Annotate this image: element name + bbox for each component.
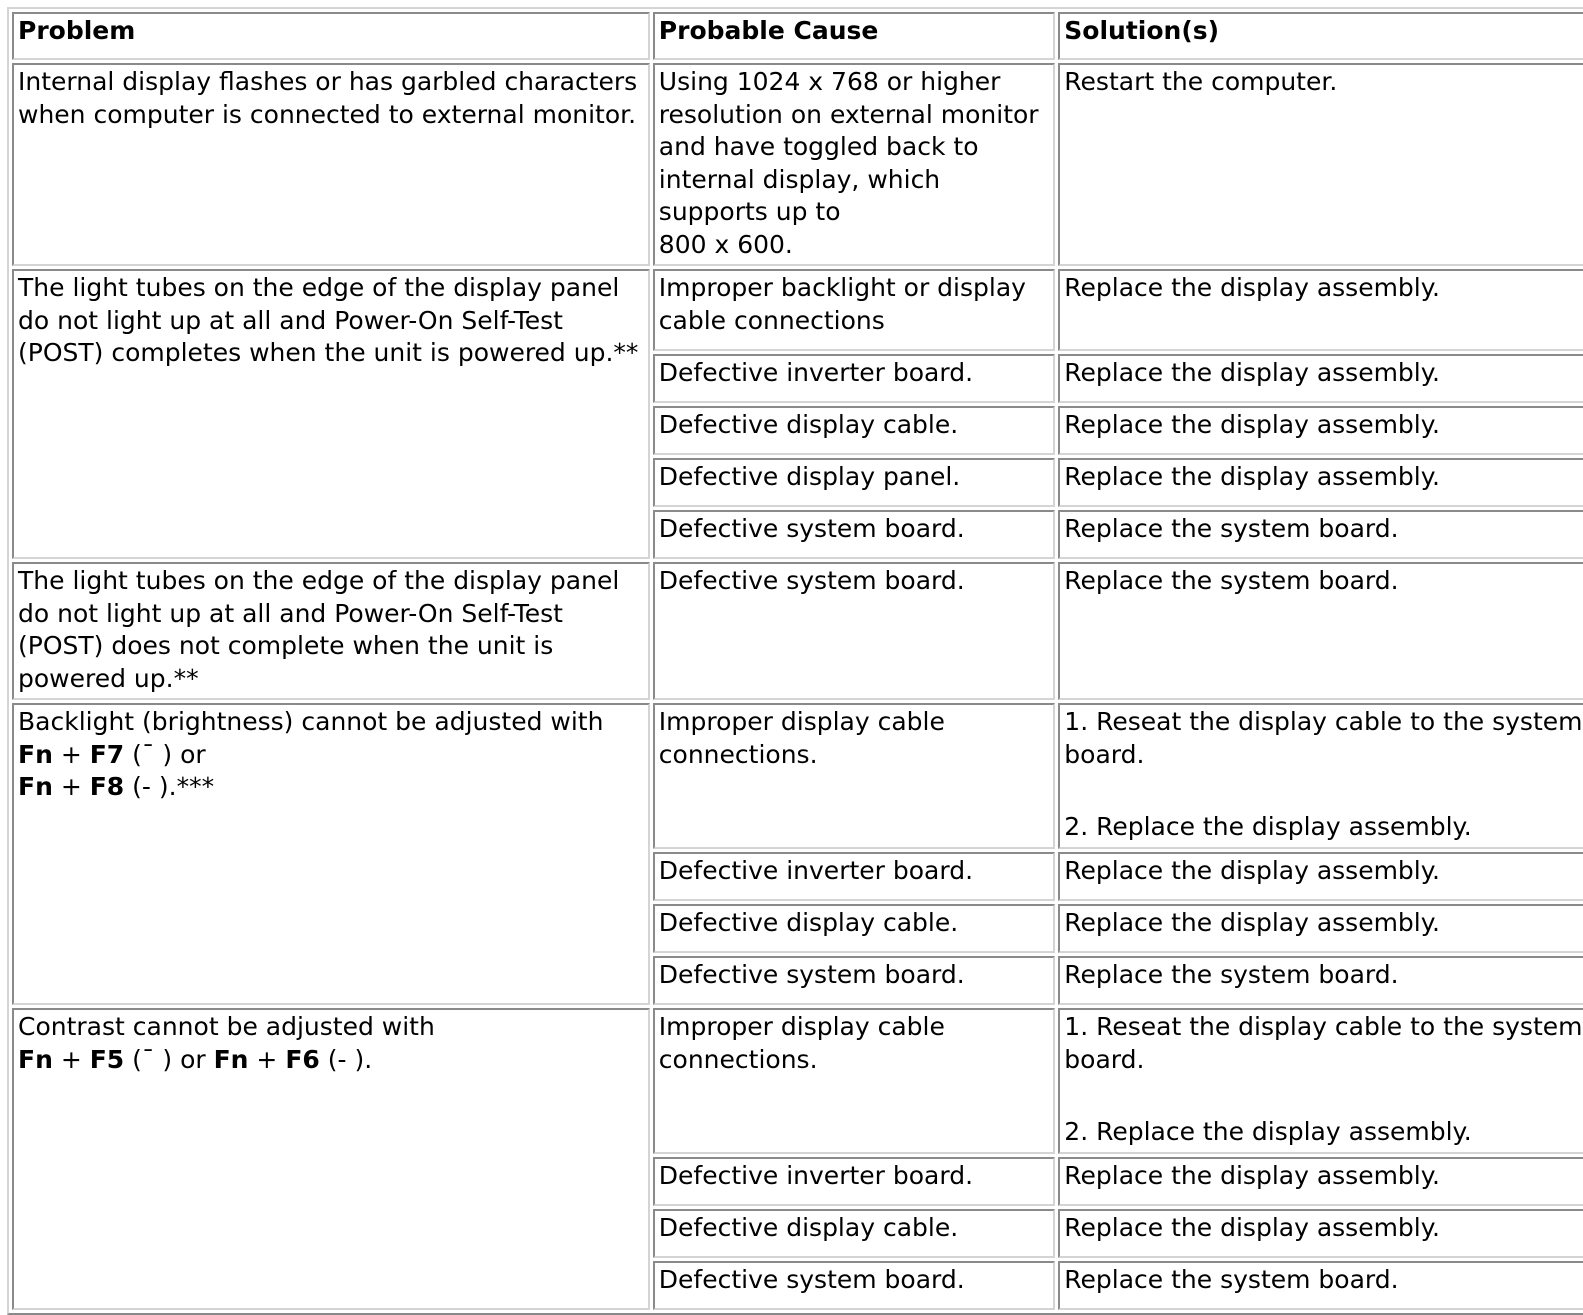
arrow-text: (¯ ) or [124, 739, 206, 769]
troubleshooting-table [7, 7, 1583, 1315]
solution-cell: Replace the display assembly. [1058, 458, 1583, 507]
troubleshooting-table-container [7, 7, 1583, 1315]
table-row [12, 703, 1583, 849]
cause-cell: Defective system board. [653, 956, 1056, 1005]
problem-cell: The light tubes on the edge of the display panel do not light up at all and Power-On Self-Test (POST) does not complete when the unit is powered up.** [12, 562, 650, 700]
table-row [12, 1008, 1583, 1154]
plus-sign: + [52, 772, 90, 801]
key-fn: Fn [18, 772, 53, 801]
cause-cell: Defective display cable. [653, 1209, 1056, 1258]
cause-text-resolution: 800 x 600. [658, 229, 793, 259]
solution-step-1: 1. Reseat the display cable to the system board. [1064, 707, 1583, 769]
header-solutions: Solution(s) [1058, 12, 1583, 60]
cause-cell: Defective inverter board. [653, 354, 1056, 403]
cause-cell: Improper backlight or display cable connections [653, 269, 1056, 351]
cause-text: Using 1024 x 768 or higher resolution on external monitor and have toggled back to internal display, which supports up to [658, 67, 1039, 226]
key-f8: F8 [89, 772, 125, 801]
plus-sign: + [52, 739, 90, 769]
solution-cell: Replace the display assembly. [1058, 904, 1583, 953]
header-problem: Problem [12, 12, 650, 60]
solution-cell: Replace the display assembly. [1058, 852, 1583, 901]
key-fn: Fn [18, 1044, 53, 1074]
solution-step-1: 1. Reseat the display cable to the system board. [1064, 1012, 1583, 1074]
cause-cell: Defective inverter board. [653, 852, 1056, 901]
solution-cell [1058, 1008, 1583, 1154]
header-probable-cause: Probable Cause [653, 12, 1056, 60]
arrow-text: (- ). [319, 1044, 373, 1074]
solution-cell: Replace the display assembly. [1058, 1157, 1583, 1206]
solution-cell: Replace the system board. [1058, 956, 1583, 1005]
problem-cell [12, 703, 650, 1005]
problem-cell: Internal display flashes or has garbled characters when computer is connected to external monitor. [12, 63, 650, 266]
solution-cell: Replace the display assembly. [1058, 406, 1583, 455]
key-f5: F5 [89, 1044, 125, 1074]
solution-step-2: 2. Replace the display assembly. [1064, 1117, 1472, 1146]
table-row [12, 63, 1583, 266]
key-fn: Fn [213, 1044, 249, 1074]
arrow-text: (- ).*** [124, 772, 215, 801]
solution-cell [1058, 703, 1583, 849]
key-fn: Fn [18, 739, 53, 769]
solution-step-2: 2. Replace the display assembly. [1064, 812, 1472, 841]
cause-cell: Defective inverter board. [653, 1157, 1056, 1206]
table-row [12, 562, 1583, 700]
problem-cell [12, 1008, 650, 1310]
table-row [12, 269, 1583, 351]
cause-cell: Improper display cable connections. [653, 703, 1056, 849]
cause-cell: Defective display cable. [653, 904, 1056, 953]
cause-cell: Defective display cable. [653, 406, 1056, 455]
solution-cell: Replace the system board. [1058, 1261, 1583, 1310]
plus-sign: + [52, 1044, 90, 1074]
key-f7: F7 [89, 739, 125, 769]
cause-cell: Improper display cable connections. [653, 1008, 1056, 1154]
cause-cell [653, 63, 1056, 266]
cause-cell: Defective display panel. [653, 458, 1056, 507]
plus-sign: + [248, 1044, 286, 1074]
header-row [12, 12, 1583, 60]
arrow-text: (¯ ) or [124, 1044, 214, 1074]
key-f6: F6 [285, 1044, 320, 1074]
problem-text: Contrast cannot be adjusted with [18, 1012, 435, 1041]
problem-text: Backlight (brightness) cannot be adjusted with [18, 707, 604, 736]
cause-cell: Defective system board. [653, 510, 1056, 559]
solution-cell: Replace the system board. [1058, 510, 1583, 559]
solution-cell: Replace the display assembly. [1058, 269, 1583, 351]
solution-cell: Replace the display assembly. [1058, 1209, 1583, 1258]
cause-cell: Defective system board. [653, 1261, 1056, 1310]
cause-cell: Defective system board. [653, 562, 1056, 700]
solution-cell: Restart the computer. [1058, 63, 1583, 266]
problem-cell: The light tubes on the edge of the display panel do not light up at all and Power-On Self-Test (POST) completes when the unit is powered up.** [12, 269, 650, 559]
solution-cell: Replace the display assembly. [1058, 354, 1583, 403]
solution-cell: Replace the system board. [1058, 562, 1583, 700]
